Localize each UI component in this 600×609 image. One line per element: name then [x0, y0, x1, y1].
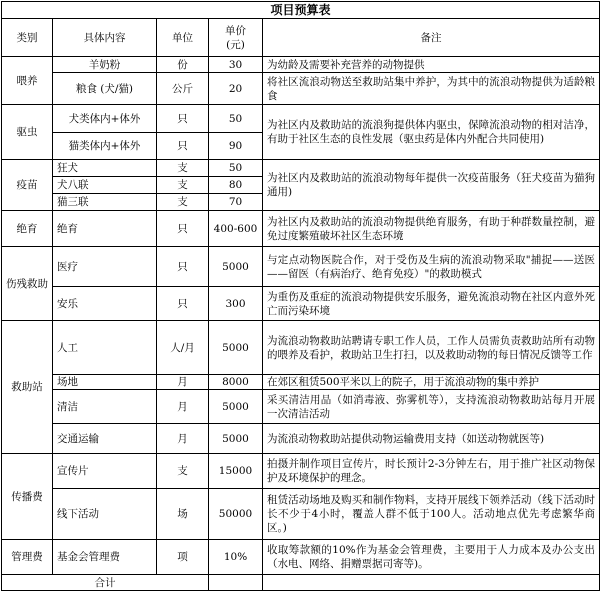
row-content: 安乐: [53, 287, 157, 321]
group-label: 管理费: [2, 540, 53, 575]
row-unit: 只: [157, 211, 209, 247]
row-price: 90: [209, 133, 263, 160]
table-row: [2, 390, 600, 424]
table-row: [2, 57, 600, 73]
table-row: [2, 247, 600, 287]
row-note: 为重伤及重症的流浪动物提供安乐服务，避免流浪动物在社区内意外死亡而污染环境: [263, 287, 600, 321]
table-title: 项目预算表: [2, 2, 600, 19]
row-note: 采买清洁用品（如消毒液、弥雾机等），支持流浪动物救助站每月开展一次清洁活动: [263, 390, 600, 424]
row-price: 8000: [209, 375, 263, 390]
total-note: [263, 575, 600, 591]
row-content: 基金会管理费: [53, 540, 157, 575]
row-price: 50: [209, 160, 263, 177]
table-row: [2, 105, 600, 133]
row-price: 15000: [209, 454, 263, 489]
row-note: 为流浪动物救助站聘请专职工作人员，工作人员需负责救助站所有动物的喂养及看护，救助站卫生打扫，以及救助动物的每日情况反馈等工作: [263, 321, 600, 375]
row-note: 收取筹款额的10%作为基金会管理费，主要用于人力成本及办公支出（水电、网络、捐赠票据司寄等)。: [263, 540, 600, 575]
row-content: 犬八联: [53, 177, 157, 194]
row-content: 线下活动: [53, 489, 157, 540]
group-label: 喂养: [2, 57, 53, 105]
table-row: [2, 287, 600, 321]
table-row: [2, 424, 600, 454]
group-label: 驱虫: [2, 105, 53, 160]
row-content: 场地: [53, 375, 157, 390]
table-row: [2, 211, 600, 247]
row-note: 为社区内及救助站的流浪动物每年提供一次疫苗服务（狂犬疫苗为猫狗通用): [263, 160, 600, 211]
header-row: [2, 19, 600, 57]
row-price: 20: [209, 73, 263, 105]
row-content: 绝育: [53, 211, 157, 247]
row-unit: 支: [157, 177, 209, 194]
group-label: 传播费: [2, 454, 53, 540]
row-unit: 项: [157, 540, 209, 575]
row-price: 5000: [209, 247, 263, 287]
row-content: 人工: [53, 321, 157, 375]
total-row: [2, 575, 600, 591]
title-row: [2, 2, 600, 19]
row-content: 宣传片: [53, 454, 157, 489]
row-price: 300: [209, 287, 263, 321]
row-content: 交通运输: [53, 424, 157, 454]
row-content: 猫类体内+体外: [53, 133, 157, 160]
row-unit: 份: [157, 57, 209, 73]
row-content: 狂犬: [53, 160, 157, 177]
table-row: [2, 454, 600, 489]
row-unit: 支: [157, 454, 209, 489]
table-row: [2, 321, 600, 375]
row-unit: 支: [157, 160, 209, 177]
header-unit: 单位: [157, 19, 209, 57]
table-row: [2, 375, 600, 390]
row-note: 为社区内及救助站的流浪动物提供绝育服务，有助于种群数量控制，避免过度繁殖破坏社区生态环境: [263, 211, 600, 247]
header-price-line2: (元): [226, 38, 245, 51]
row-note: 为幼龄及需要补充营养的动物提供: [263, 57, 600, 73]
row-unit: 只: [157, 105, 209, 133]
row-price: 10%: [209, 540, 263, 575]
group-label: 救助站: [2, 321, 53, 454]
row-content: 粮食 (犬/猫): [53, 73, 157, 105]
table-row: [2, 489, 600, 540]
row-note: 租赁活动场地及购买和制作物料，支持开展线下领养活动（线下活动时长不少于4小时，覆盖人群不低于100人。活动地点优先考虑繁华商区。): [263, 489, 600, 540]
table-row: [2, 160, 600, 177]
row-content: 医疗: [53, 247, 157, 287]
row-content: 羊奶粉: [53, 57, 157, 73]
row-unit: 支: [157, 194, 209, 211]
row-note: 与定点动物医院合作，对于受伤及生病的流浪动物采取"捕捉——送医——留医（有病治疗、绝育免疫）"的救助模式: [263, 247, 600, 287]
row-note: 拍摄并制作项目宣传片，时长预计2-3分钟左右，用于推广社区动物保护及环境保护的理念。: [263, 454, 600, 489]
header-remarks: 备注: [263, 19, 600, 57]
row-note: 在郊区租赁500平米以上的院子，用于流浪动物的集中养护: [263, 375, 600, 390]
row-unit: 月: [157, 375, 209, 390]
row-note: 为社区内及救助站的流浪狗提供体内驱虫，保障流浪动物的相对洁净，有助于社区生态的良性发展（驱虫药是体内外配合共同使用): [263, 105, 600, 160]
row-unit: 月: [157, 390, 209, 424]
row-price: 50000: [209, 489, 263, 540]
table-row: [2, 540, 600, 575]
total-label: 合计: [2, 575, 209, 591]
row-content: 清洁: [53, 390, 157, 424]
row-price: 50: [209, 105, 263, 133]
group-label: 绝育: [2, 211, 53, 247]
budget-table: [1, 1, 600, 591]
row-price: 5000: [209, 424, 263, 454]
row-unit: 只: [157, 133, 209, 160]
row-unit: 只: [157, 247, 209, 287]
header-price: [209, 19, 263, 57]
row-unit: 月: [157, 424, 209, 454]
row-price: 30: [209, 57, 263, 73]
row-price: 400-600: [209, 211, 263, 247]
header-price-line1: 单价: [225, 24, 246, 37]
group-label: 疫苗: [2, 160, 53, 211]
row-unit: 场: [157, 489, 209, 540]
group-label: 伤残救助: [2, 247, 53, 321]
row-note: 为流浪动物救助站提供动物运输费用支持（如送动物就医等): [263, 424, 600, 454]
header-category: 类别: [2, 19, 53, 57]
header-content: 具体内容: [53, 19, 157, 57]
row-price: 70: [209, 194, 263, 211]
row-content: 犬类体内+体外: [53, 105, 157, 133]
row-note: 将社区流浪动物送至救助站集中养护，为其中的流浪动物提供为适龄粮食: [263, 73, 600, 105]
row-unit: 人/月: [157, 321, 209, 375]
row-unit: 只: [157, 287, 209, 321]
row-unit: 公斤: [157, 73, 209, 105]
row-price: 5000: [209, 390, 263, 424]
table-row: [2, 73, 600, 105]
row-price: 80: [209, 177, 263, 194]
total-price: [209, 575, 263, 591]
row-content: 猫三联: [53, 194, 157, 211]
row-price: 5000: [209, 321, 263, 375]
